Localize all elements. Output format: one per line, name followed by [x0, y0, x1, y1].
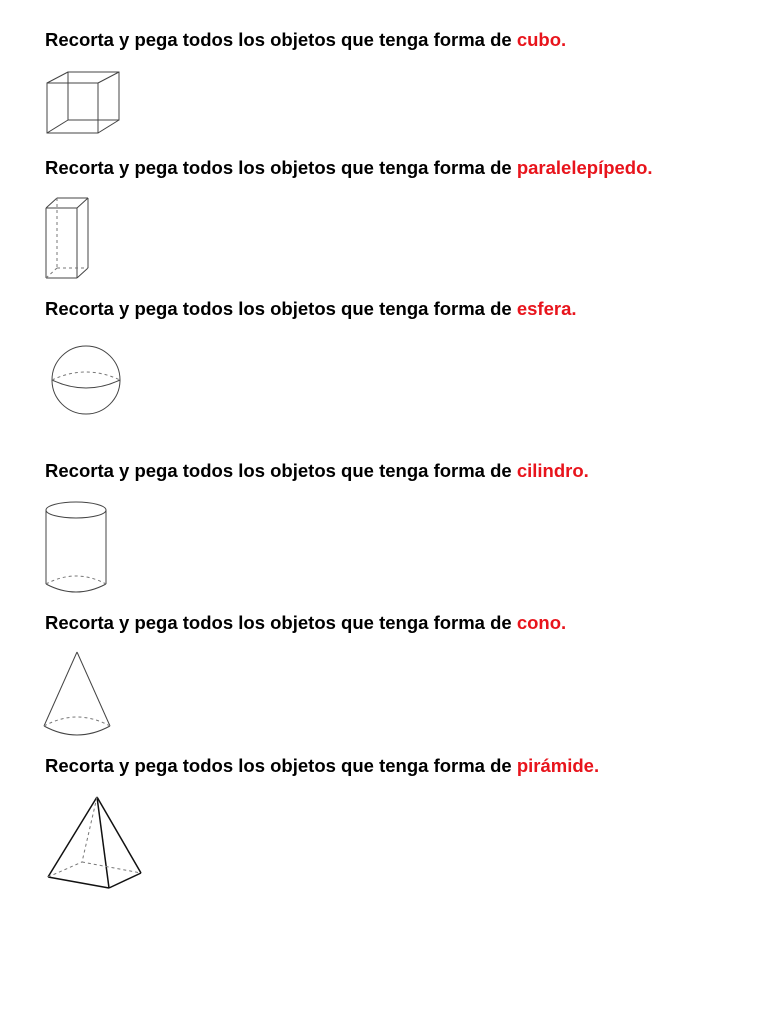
instruction-text: Recorta y pega todos los objetos que tenga forma de	[45, 755, 512, 776]
shape-name: cono.	[516, 612, 567, 633]
instruction-paralelepipedo	[45, 157, 653, 179]
rectangular-prism-icon	[44, 196, 94, 282]
instruction-cono	[45, 612, 566, 634]
shape-name: cilindro.	[516, 460, 589, 481]
shape-name: esfera.	[516, 298, 577, 319]
instruction-piramide	[45, 755, 599, 777]
shape-name: pirámide.	[516, 755, 600, 776]
instruction-text: Recorta y pega todos los objetos que tenga forma de	[45, 298, 512, 319]
shape-name: paralelepípedo.	[516, 157, 653, 178]
instruction-cubo	[45, 29, 566, 51]
shape-name: cubo.	[516, 29, 567, 50]
cone-icon	[42, 650, 114, 740]
instruction-text: Recorta y pega todos los objetos que tenga forma de	[45, 157, 512, 178]
instruction-text: Recorta y pega todos los objetos que tenga forma de	[45, 612, 512, 633]
instruction-text: Recorta y pega todos los objetos que tenga forma de	[45, 29, 512, 50]
instruction-esfera	[45, 298, 577, 320]
cube-icon	[45, 70, 125, 136]
pyramid-icon	[44, 794, 146, 892]
sphere-icon	[50, 344, 122, 416]
instruction-cilindro	[45, 460, 589, 482]
instruction-text: Recorta y pega todos los objetos que tenga forma de	[45, 460, 512, 481]
cylinder-icon	[44, 500, 110, 596]
